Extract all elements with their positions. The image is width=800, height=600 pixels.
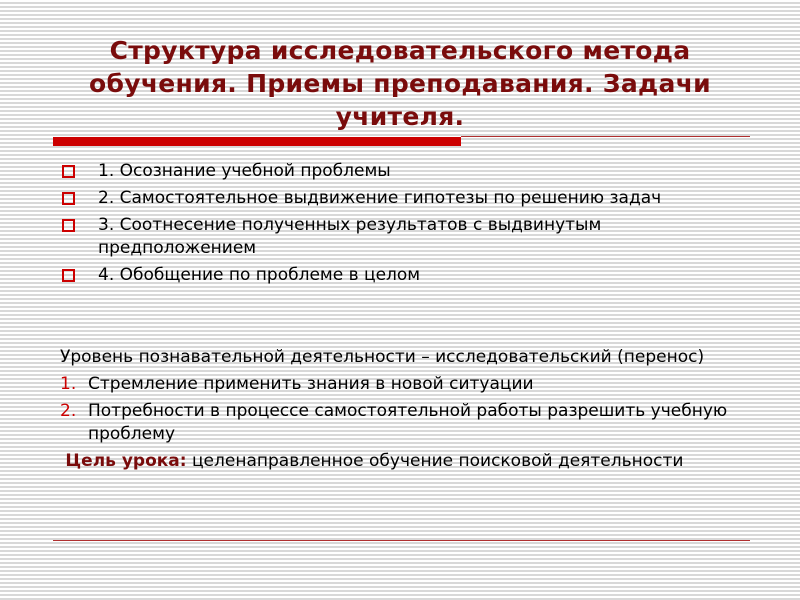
item-number: 1.	[60, 374, 77, 394]
item-text: Стремление применить знания в новой ситуации	[88, 374, 534, 394]
item-number: 2.	[60, 401, 77, 421]
bottom-divider-line	[53, 540, 750, 541]
list-item-text: 3. Соотнесение полученных результатов с выдвинутым предположением	[98, 215, 602, 258]
goal-text: целенаправленное обучение поисковой деятельности	[186, 451, 684, 471]
list-item-text: 1. Осознание учебной проблемы	[98, 161, 391, 181]
goal-label: Цель урока:	[65, 451, 187, 471]
lesson-goal	[60, 450, 750, 473]
title-underline-bar	[53, 137, 461, 146]
square-bullet-icon	[62, 165, 75, 178]
numbered-item	[60, 400, 750, 446]
slide-title: Структура исследовательского метода обучения. Приемы преподавания. Задачи учителя.	[89, 36, 711, 131]
list-item-text: 4. Обобщение по проблеме в целом	[98, 265, 421, 285]
square-bullet-icon	[62, 219, 75, 232]
list-item	[60, 214, 750, 260]
square-bullet-icon	[62, 192, 75, 205]
numbered-item	[60, 373, 750, 396]
item-text: Потребности в процессе самостоятельной работы разрешить учебную проблему	[88, 401, 728, 444]
level-section	[60, 346, 750, 473]
list-item	[60, 160, 750, 183]
list-item-text: 2. Самостоятельное выдвижение гипотезы по решению задач	[98, 188, 662, 208]
list-item	[60, 187, 750, 210]
bullet-list	[60, 160, 750, 291]
square-bullet-icon	[62, 269, 75, 282]
level-text: Уровень познавательной деятельности – исследовательский (перенос)	[60, 347, 705, 367]
title-divider-line	[461, 136, 750, 137]
list-item	[60, 264, 750, 287]
